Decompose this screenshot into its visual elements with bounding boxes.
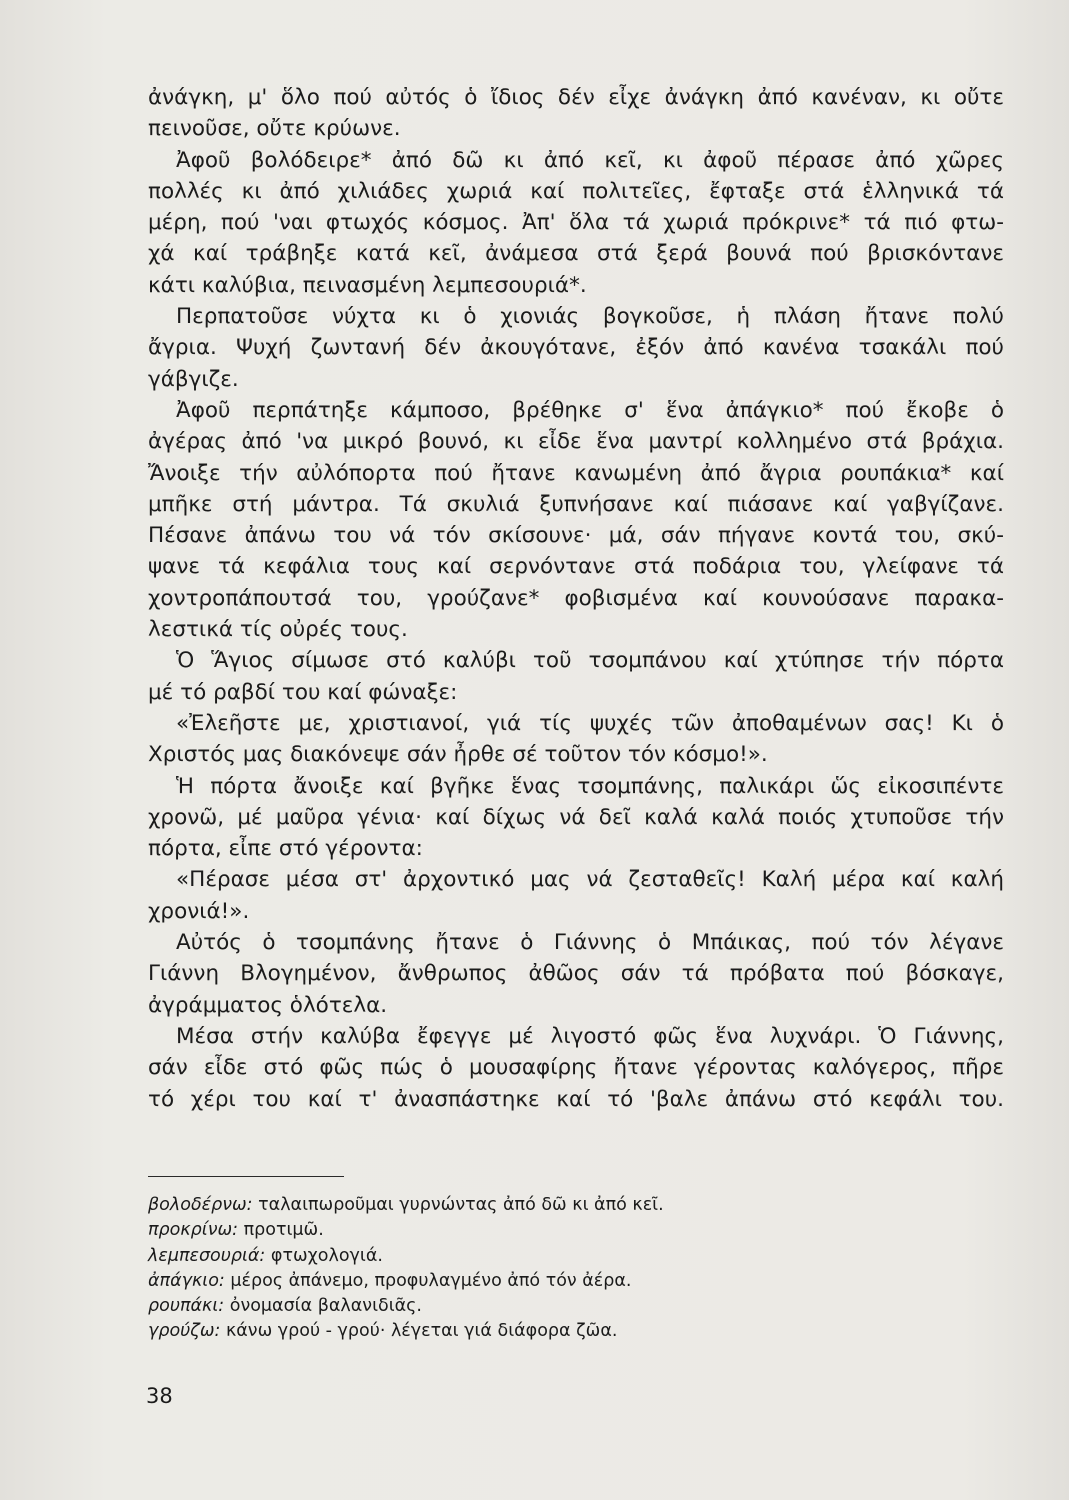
text-line: χά καί τράβηξε κατά κεῖ, ἀνάμεσα στά ξερά βουνά πού βρισκόντανε xyxy=(148,241,1004,267)
text-line: ψανε τά κεφάλια τους καί σερνόντανε στά ποδάρια του, γλείφανε τά xyxy=(148,554,1004,580)
text-line: Χριστός μας διακόνεψε σάν ἦρθε σέ τοῦτον τόν κόσμο!». xyxy=(148,742,768,768)
text-line: Ἀφοῦ περπάτηξε κάμποσο, βρέθηκε σ' ἕνα ἀπάγκιο* πού ἔκοβε ὁ xyxy=(176,397,1004,423)
text-line: Ἀφοῦ βολόδειρε* ἀπό δῶ κι ἀπό κεῖ, κι ἀφοῦ πέρασε ἀπό χῶρες xyxy=(176,147,1004,173)
text-line: «Ἐλεῆστε με, χριστιανοί, γιά τίς ψυχές τῶν ἀποθαμένων σας! Κι ὁ xyxy=(176,710,1004,736)
footnotes xyxy=(148,1193,848,1345)
footnote-term: γρούζω: xyxy=(148,1321,221,1342)
text-line: πεινοῦσε, οὔτε κρύωνε. xyxy=(148,116,401,142)
footnote-definition: κάνω γρού - γρού· λέγεται γιά διάφορα ζῶα. xyxy=(225,1321,618,1342)
text-line: ἀνάγκη, μ' ὅλο πού αὐτός ὁ ἴδιος δέν εἶχε ἀνάγκη ἀπό κανέναν, κι οὔτε xyxy=(148,85,1004,110)
text-line: χοντροπάπουτσά του, γρούζανε* φοβισμένα καί κουνούσανε παρακα- xyxy=(148,585,1004,611)
text-line: κάτι καλύβια, πεινασμένη λεμπεσουριά*. xyxy=(148,272,587,298)
footnote xyxy=(148,1244,848,1269)
text-line: Μέσα στήν καλύβα ἔφεγγε μέ λιγοστό φῶς ἕνα λυχνάρι. Ὁ Γιάννης, xyxy=(176,1023,1004,1049)
footnote-separator xyxy=(148,1176,344,1177)
text-line: μέρη, πού 'ναι φτωχός κόσμος. Ἀπ' ὅλα τά χωριά πρόκρινε* τά πιό φτω- xyxy=(148,210,1004,236)
text-line: Αὐτός ὁ τσομπάνης ἤτανε ὁ Γιάννης ὁ Μπάικας, πού τόν λέγανε xyxy=(176,930,1004,956)
text-line: πόρτα, εἶπε στό γέροντα: xyxy=(148,836,423,862)
page-number: 38 xyxy=(146,1384,173,1408)
text-line: ἀγέρας ἀπό 'να μικρό βουνό, κι εἶδε ἕνα μαντρί κολλημένο στά βράχια. xyxy=(148,429,1004,455)
footnote xyxy=(148,1294,848,1319)
footnote xyxy=(148,1319,848,1344)
footnote-term: προκρίνω: xyxy=(148,1220,239,1241)
text-line: ἄγρια. Ψυχή ζωντανή δέν ἀκουγότανε, ἐξόν ἀπό κανένα τσακάλι πού xyxy=(148,335,1004,361)
footnote xyxy=(148,1218,848,1243)
footnote-term: ἀπάγκιο: xyxy=(148,1270,225,1291)
footnote-term: ρουπάκι: xyxy=(148,1296,225,1317)
text-line: γάβγιζε. xyxy=(148,366,239,392)
footnote-term: λεμπεσουριά: xyxy=(148,1245,266,1266)
text-line: Ὁ Ἅγιος σίμωσε στό καλύβι τοῦ τσομπάνου καί χτύπησε τήν πόρτα xyxy=(176,648,1004,674)
footnote-definition: ταλαιπωροῦμαι γυρνώντας ἀπό δῶ κι ἀπό κεῖ. xyxy=(258,1195,664,1215)
text-line: Πέσανε ἀπάνω του νά τόν σκίσουνε· μά, σάν πήγανε κοντά του, σκύ- xyxy=(148,523,1004,549)
footnote-term: βολοδέρνω: xyxy=(148,1195,253,1215)
footnote xyxy=(148,1193,848,1218)
footnote xyxy=(148,1269,848,1294)
text-line: χρονῶ, μέ μαῦρα γένια· καί δίχως νά δεῖ καλά καλά ποιός χτυποῦσε τήν xyxy=(148,804,1004,830)
text-line: ἀγράμματος ὁλότελα. xyxy=(148,992,388,1018)
text-line: χρονιά!». xyxy=(148,898,250,924)
main-text xyxy=(148,82,1004,1115)
footnote-definition: προτιμῶ. xyxy=(243,1220,324,1241)
text-line: τό χέρι του καί τ' ἀνασπάστηκε καί τό 'βαλε ἀπάνω στό κεφάλι του. xyxy=(148,1086,1004,1112)
text-line: Περπατοῦσε νύχτα κι ὁ χιονιάς βογκοῦσε, ἡ πλάση ἤτανε πολύ xyxy=(176,304,1004,330)
footnote-definition: φτωχολογιά. xyxy=(270,1245,383,1266)
text-line: λεστικά τίς οὐρές τους. xyxy=(148,617,408,643)
text-line: πολλές κι ἀπό χιλιάδες χωριά καί πολιτεῖες, ἔφταξε στά ἑλληνικά τά xyxy=(148,178,1004,204)
text-line: «Πέρασε μέσα στ' ἀρχοντικό μας νά ζεσταθεῖς! Καλή μέρα καί καλή xyxy=(176,867,1004,893)
footnote-definition: μέρος ἀπάνεμο, προφυλαγμένο ἀπό τόν ἀέρα. xyxy=(230,1270,632,1291)
text-line: μπῆκε στή μάντρα. Τά σκυλιά ξυπνήσανε καί πιάσανε καί γαβγίζανε. xyxy=(148,491,1004,517)
footnote-definition: ὀνομασία βαλανιδιᾶς. xyxy=(229,1296,422,1317)
text-line: σάν εἶδε στό φῶς πώς ὁ μουσαφίρης ἤτανε γέροντας καλόγερος, πῆρε xyxy=(148,1055,1004,1081)
text-line: Γιάννη Βλογημένον, ἄνθρωπος ἀθῶος σάν τά πρόβατα πού βόσκαγε, xyxy=(148,961,1004,987)
text-line: Ἄνοιξε τήν αὐλόπορτα πού ἤτανε κανωμένη ἀπό ἄγρια ρουπάκια* καί xyxy=(148,460,1004,486)
text-line: μέ τό ραβδί του καί φώναξε: xyxy=(148,679,458,705)
text-line: Ἡ πόρτα ἄνοιξε καί βγῆκε ἕνας τσομπάνης, παλικάρι ὥς εἰκοσιπέντε xyxy=(176,773,1004,799)
